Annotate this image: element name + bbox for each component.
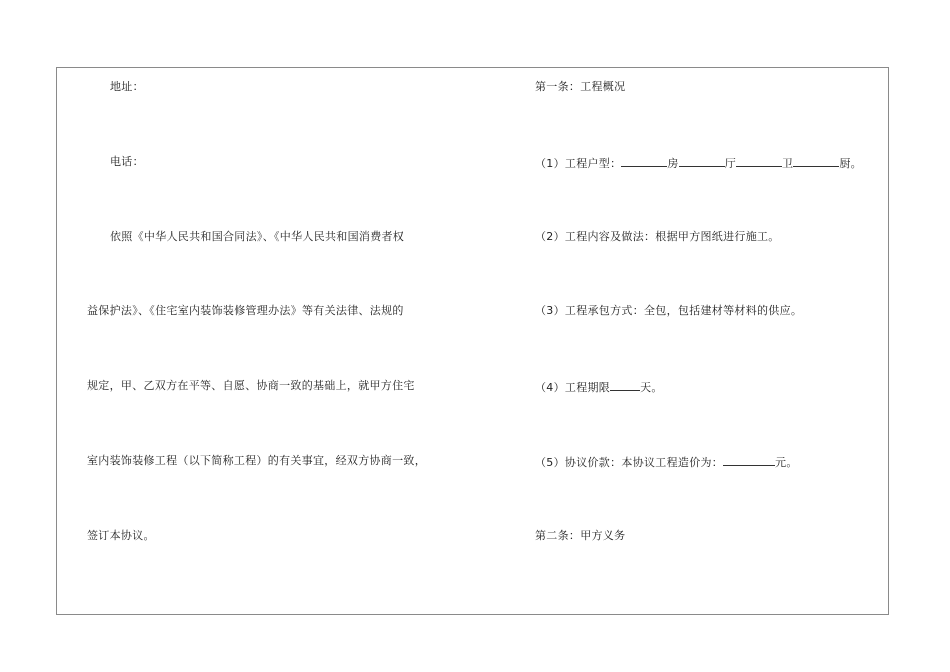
- item-4-duration: [535, 379, 663, 395]
- blank-kitchens: [793, 155, 839, 167]
- address-label: 地址：: [110, 80, 144, 93]
- item-1-room: 房: [667, 157, 679, 170]
- blank-rooms: [621, 155, 667, 167]
- item-4-suffix: 天。: [640, 381, 663, 394]
- item-1-kitchen: 厨。: [839, 157, 862, 170]
- item-1-hall: 厅: [724, 157, 737, 170]
- article-1-title: 第一条：工程概况: [535, 80, 626, 93]
- intro-paragraph-line-3: 规定，甲、乙双方在平等、自愿、协商一致的基础上，就甲方住宅: [87, 379, 415, 392]
- item-2-content: （2）工程内容及做法：根据甲方图纸进行施工。: [535, 230, 780, 243]
- item-1-bath: 卫: [782, 157, 794, 170]
- intro-paragraph-line-1: 依照《中华人民共和国合同法》、《中华人民共和国消费者权: [110, 230, 405, 243]
- blank-price: [723, 454, 775, 466]
- intro-paragraph-line-2: 益保护法》、《住宅室内装饰装修管理办法》等有关法律、法规的: [87, 304, 404, 317]
- blank-baths: [736, 155, 782, 167]
- item-4-prefix: （4）工程期限: [535, 381, 611, 394]
- phone-label: 电话：: [110, 155, 144, 168]
- blank-days: [610, 379, 640, 391]
- page-frame: [56, 67, 889, 615]
- item-1-house-type: [535, 155, 862, 171]
- blank-halls: [679, 155, 725, 167]
- item-5-suffix: 元。: [775, 456, 798, 469]
- item-5-prefix: （5）协议价款：本协议工程造价为：: [535, 456, 724, 469]
- item-1-prefix: （1）工程户型：: [535, 157, 622, 170]
- intro-paragraph-line-4: 室内装饰装修工程（以下简称工程）的有关事宜，经双方协商一致，: [87, 454, 426, 467]
- item-3-contract-type: （3）工程承包方式：全包，包括建材等材料的供应。: [535, 304, 803, 317]
- item-5-price: [535, 454, 798, 470]
- intro-paragraph-line-5: 签订本协议。: [87, 529, 155, 542]
- article-2-title: 第二条：甲方义务: [535, 529, 626, 542]
